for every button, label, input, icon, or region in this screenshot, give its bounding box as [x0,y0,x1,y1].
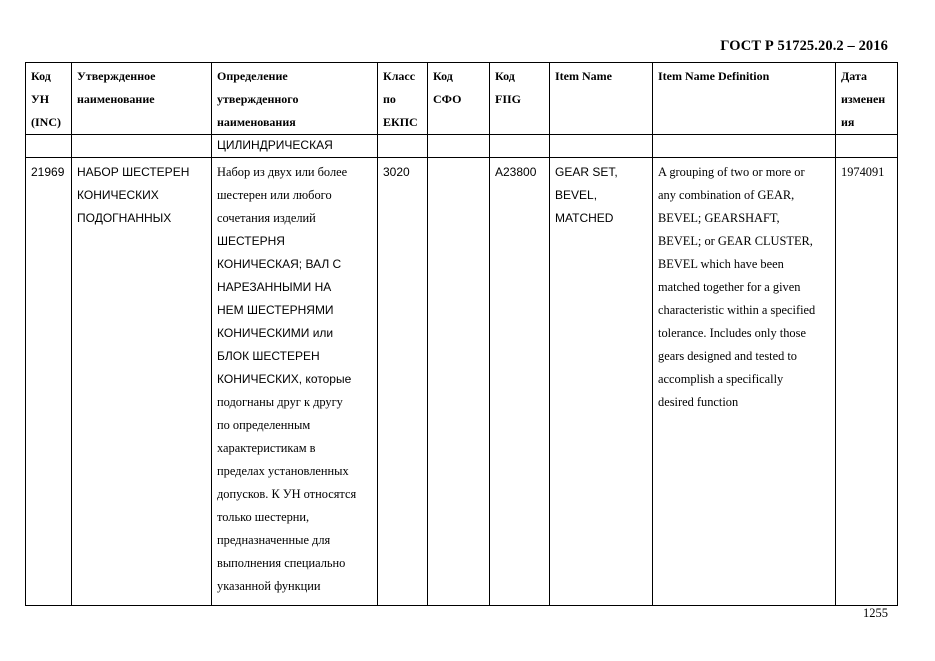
cont-cell-date [836,135,898,158]
header-definition: Определение утвержденного наименования [212,63,378,135]
cell-definition: Набор из двух или более шестерен или любого сочетания изделий ШЕСТЕРНЯ КОНИЧЕСКАЯ; ВАЛ С НАРЕЗАННЫМИ НА НЕМ ШЕСТЕРНЯМИ КОНИЧЕСКИМИ или БЛОК ШЕСТЕРЕН КОНИЧЕСКИХ, которые подогнаны друг к другу по определенным характеристикам в пределах установленных допусков. К УН относятся только шестерни, предназначенные для выполнения специально указанной функции [212,158,378,606]
cont-cell-sfo [428,135,490,158]
classifier-table [25,62,898,606]
header-item-name: Item Name [550,63,653,135]
page-number: 1255 [863,606,888,620]
table-row [26,158,898,606]
cell-change-date: 1974091 [836,158,898,606]
document-standard-header: ГОСТ Р 51725.20.2 – 2016 [720,38,888,54]
cell-item-name: GEAR SET, BEVEL, MATCHED [550,158,653,606]
cont-cell-name [72,135,212,158]
cont-cell-item-definition [653,135,836,158]
cell-inc: 21969 [26,158,72,606]
cell-sfo-code [428,158,490,606]
header-inc: Код УН (INC) [26,63,72,135]
header-item-name-definition: Item Name Definition [653,63,836,135]
cell-item-name-definition: A grouping of two or more or any combination of GEAR, BEVEL; GEARSHAFT, BEVEL; or GEAR CLUSTER, BEVEL which have been matched together for a given characteristic within a specified tolerance. Includes only those gears designed and tested to accomplish a specifically desired function [653,158,836,606]
cont-cell-fiig [490,135,550,158]
cont-cell-item-name [550,135,653,158]
cell-ekps-class: 3020 [378,158,428,606]
header-change-date: Дата изменен ия [836,63,898,135]
header-sfo-code: Код СФО [428,63,490,135]
header-fiig-code: Код FIIG [490,63,550,135]
continuation-row [26,135,898,158]
cell-approved-name: НАБОР ШЕСТЕРЕН КОНИЧЕСКИХ ПОДОГНАННЫХ [72,158,212,606]
cell-fiig-code: A23800 [490,158,550,606]
cont-cell-definition: ЦИЛИНДРИЧЕСКАЯ [212,135,378,158]
table-header-row [26,63,898,135]
header-ekps-class: Класс по ЕКПС [378,63,428,135]
cont-cell-ekps [378,135,428,158]
header-approved-name: Утвержденное наименование [72,63,212,135]
cont-cell-inc [26,135,72,158]
